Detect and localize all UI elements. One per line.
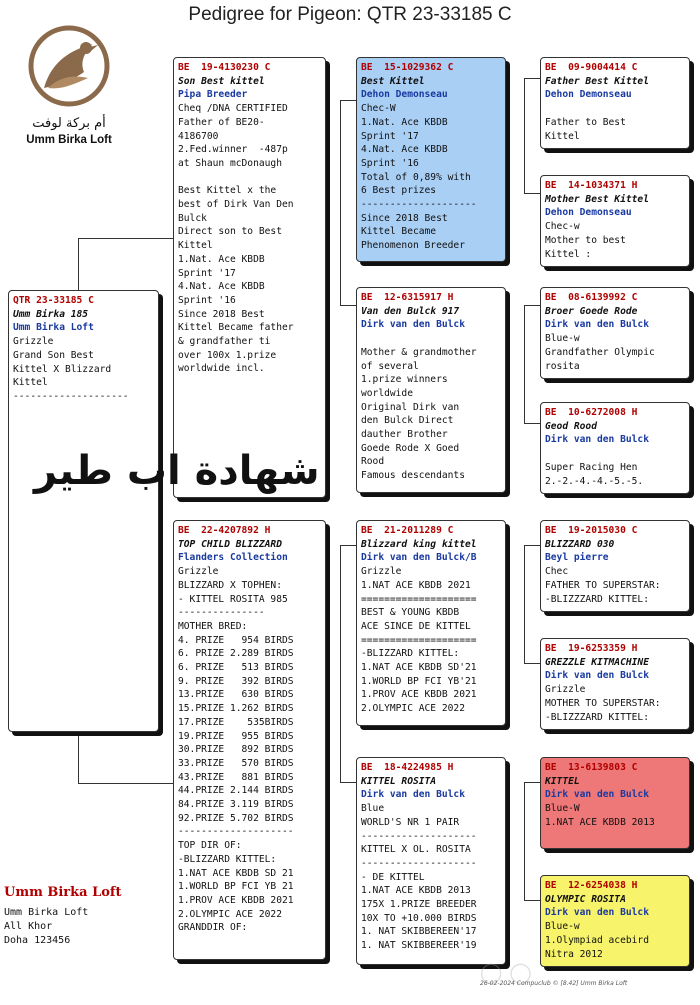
info-line: FATHER TO SUPERSTAR:	[545, 579, 661, 591]
info-line: 1.NAT ACE KBDB 2013	[361, 885, 471, 897]
breeder-name: Flanders Collection	[178, 552, 288, 564]
info-line: Phenomenon Breeder	[361, 240, 465, 252]
pigeon-name: Geod Rood	[545, 420, 597, 432]
info-line: Grizzle	[361, 566, 402, 578]
info-line: -BLIZZARD KITTEL:	[361, 648, 460, 660]
breeder-name: Umm Birka Loft	[13, 322, 94, 334]
info-line: 92.PRIZE 5.702 BIRDS	[178, 812, 294, 824]
info-line: 33.PRIZE 570 BIRDS	[178, 757, 294, 769]
pigeon-name: BLIZZARD 030	[545, 538, 615, 550]
info-line: 6. PRIZE 2.289 BIRDS	[178, 648, 294, 660]
info-line: Famous descendants	[361, 470, 465, 482]
info-line: 1.PROV ACE KBDB 2021	[361, 689, 477, 701]
info-line: 15.PRIZE 1.262 BIRDS	[178, 703, 294, 715]
info-line: rosita	[545, 360, 580, 372]
breeder-name: Dirk van den Bulck	[545, 907, 649, 919]
breeder-name: Dirk van den Bulck	[545, 319, 649, 331]
info-line: 1.prize winners	[361, 374, 448, 386]
pigeon-name: Broer Goede Rode	[545, 305, 638, 317]
info-line: Kittel X Blizzard	[13, 363, 112, 375]
ring-number: BE 14-1034371 H	[545, 180, 638, 191]
breeder-name: Dirk van den Bulck	[545, 670, 649, 682]
info-line: Direct son to Best	[178, 226, 282, 238]
ssd-card	[540, 175, 690, 267]
info-line: Bulck	[178, 212, 207, 224]
breeder-name: Dirk van den Bulck	[545, 789, 649, 801]
ring-number: QTR 23-33185 C	[13, 295, 94, 306]
info-line: Blue-w	[545, 921, 580, 933]
info-line: 2.OLYMPIC ACE 2022	[361, 703, 465, 715]
info-line: Since 2018 Best	[178, 308, 265, 320]
ring-number: BE 18-4224985 H	[361, 762, 454, 773]
info-line: worldwide	[361, 387, 413, 399]
dsd-card	[540, 638, 690, 730]
info-line: 1. NAT SKIBBEREEN'17	[361, 926, 477, 938]
info-line: 2.-2.-4.-4.-5.-5.	[545, 475, 644, 487]
info-line: WORLD'S NR 1 PAIR	[361, 816, 460, 828]
logo-english-text: Umm Birka Loft	[26, 134, 112, 146]
info-line: ---------------	[178, 607, 265, 619]
info-line: Kittel Became	[361, 226, 437, 238]
dds-card	[540, 757, 690, 849]
ring-number: BE 10-6272008 H	[545, 407, 638, 418]
pigeon-name: OLYMPIC ROSITA	[545, 893, 626, 905]
dam-card	[173, 520, 326, 960]
owner-line: Umm Birka Loft	[4, 907, 89, 918]
info-line: Rood	[361, 456, 385, 468]
info-line: 1.NAT ACE KBDB 2013	[545, 816, 655, 828]
info-line: 1.NAT ACE KBDB SD'21	[361, 662, 477, 674]
sire-sire-card	[356, 57, 506, 262]
info-line: Blue-w	[545, 333, 580, 345]
info-line: GRANDDIR OF:	[178, 922, 248, 934]
info-line: over 100x 1.prize	[178, 349, 277, 361]
loft-logo	[14, 20, 124, 150]
info-line: --------------------	[361, 857, 477, 869]
pigeon-name: TOP CHILD BLIZZARD	[178, 538, 282, 550]
info-line: MOTHER BRED:	[178, 620, 248, 632]
page-title: Pedigree for Pigeon: QTR 23-33185 C	[188, 4, 512, 25]
sds-card	[540, 287, 690, 379]
info-line: Sprint '17	[178, 267, 236, 279]
breeder-name: Dehon Demonseau	[361, 89, 448, 101]
blank-line	[361, 332, 501, 346]
blank-line	[545, 447, 685, 461]
owner-block	[4, 886, 122, 948]
info-line: --------------------	[361, 830, 477, 842]
info-line: Chec-W	[361, 103, 396, 115]
info-line: TOP DIR OF:	[178, 840, 242, 852]
pigeon-name: Blizzard king kittel	[361, 538, 477, 550]
dam-sire-card	[356, 520, 506, 726]
info-line: ====================	[361, 593, 477, 605]
breeder-name: Beyl pierre	[545, 552, 609, 564]
info-line: 4.Nat. Ace KBDB	[178, 281, 265, 293]
info-line: 1. NAT SKIBBEREER'19	[361, 940, 477, 952]
info-line: Father of BE20-	[178, 116, 265, 128]
dss-card	[540, 520, 690, 612]
info-line: Chec-w	[545, 221, 580, 233]
info-line: ====================	[361, 634, 477, 646]
ring-number: BE 19-4130230 C	[178, 62, 271, 73]
info-line: dauther Brother	[361, 429, 448, 441]
info-line: Sprint '16	[361, 157, 419, 169]
info-line: - KITTEL ROSITA 985	[178, 593, 288, 605]
info-line: 84.PRIZE 3.119 BIRDS	[178, 799, 294, 811]
info-line: Original Dirk van	[361, 401, 460, 413]
info-line: worldwide incl.	[178, 363, 265, 375]
pigeon-name: KITTEL ROSITA	[361, 775, 437, 787]
info-line: 1.Nat. Ace KBDB	[178, 253, 265, 265]
info-line: -BLIZZARD KITTEL:	[178, 853, 277, 865]
info-line: 4186700	[178, 130, 219, 142]
info-line: 17.PRIZE 535BIRDS	[178, 716, 294, 728]
info-line: Kittel :	[545, 248, 592, 260]
breeder-name: Dirk van den Bulck/B	[361, 552, 477, 564]
ring-number: BE 19-2015030 C	[545, 525, 638, 536]
info-line: 175X 1.PRIZE BREEDER	[361, 899, 477, 911]
info-line: Cheq /DNA CERTIFIED	[178, 103, 288, 115]
sire-card	[173, 57, 326, 498]
info-line: at Shaun mcDonaugh	[178, 157, 282, 169]
arabic-certificate-caption: شهادة اب طير	[34, 448, 320, 494]
info-line: Total of 0,89% with	[361, 171, 471, 183]
info-line: Nitra 2012	[545, 948, 603, 960]
info-line: Grizzle	[178, 566, 219, 578]
info-line: 1.WORLD BP FCI YB 21	[178, 881, 294, 893]
info-line: - DE KITTEL	[361, 871, 425, 883]
owner-name: Umm Birka Loft	[4, 885, 122, 900]
info-line: Mother to best	[545, 234, 626, 246]
ring-number: BE 22-4207892 H	[178, 525, 271, 536]
breeder-name: Dirk van den Bulck	[361, 319, 465, 331]
pigeon-logo-icon	[14, 20, 124, 116]
info-line: 1.Olympiad acebird	[545, 934, 649, 946]
info-line: 44.PRIZE 2.144 BIRDS	[178, 785, 294, 797]
info-line: Sprint '17	[361, 130, 419, 142]
footer-credit: 26-02-2024 Compuclub © [8.42] Umm Birka Loft	[480, 980, 628, 987]
ring-number: BE 19-6253359 H	[545, 643, 638, 654]
info-line: BEST & YOUNG KBDB	[361, 607, 460, 619]
pigeon-name: Best Kittel	[361, 75, 425, 87]
haraj-stamp-icon: ◯ ◯	[480, 960, 532, 984]
info-line: 1.NAT ACE KBDB SD 21	[178, 867, 294, 879]
info-line: Best Kittel x the	[178, 185, 277, 197]
ring-number: BE 12-6315917 H	[361, 292, 454, 303]
sire-dam-card	[356, 287, 506, 493]
info-line: Kittel	[545, 130, 580, 142]
info-line: --------------------	[178, 826, 294, 838]
info-line: Since 2018 Best	[361, 212, 448, 224]
info-line: best of Dirk Van Den	[178, 199, 294, 211]
info-line: Sprint '16	[178, 294, 236, 306]
info-line: Grizzle	[13, 336, 54, 348]
pigeon-name: Mother Best Kittel	[545, 193, 649, 205]
info-line: KITTEL X OL. ROSITA	[361, 844, 471, 856]
blank-line	[545, 102, 685, 116]
ring-number: BE 09-9004414 C	[545, 62, 638, 73]
sss-card	[540, 57, 690, 149]
info-line: -BLIZZZARD KITTEL:	[545, 711, 649, 723]
info-line: 4. PRIZE 954 BIRDS	[178, 634, 294, 646]
info-line: den Bulck Direct	[361, 415, 454, 427]
breeder-name: Dirk van den Bulck	[361, 789, 465, 801]
info-line: --------------------	[13, 390, 129, 402]
info-line: MOTHER TO SUPERSTAR:	[545, 697, 661, 709]
info-line: Mother & grandmother	[361, 346, 477, 358]
ring-number: BE 13-6139803 C	[545, 762, 638, 773]
info-line: 1.PROV ACE KBDB 2021	[178, 894, 294, 906]
info-line: 10X TO +10.000 BIRDS	[361, 912, 477, 924]
ring-number: BE 08-6139992 C	[545, 292, 638, 303]
owner-line: Doha 123456	[4, 935, 71, 946]
info-line: 13.PRIZE 630 BIRDS	[178, 689, 294, 701]
pigeon-name: Umm Birka 185	[13, 308, 89, 320]
info-line: Grandfather Olympic	[545, 346, 655, 358]
info-line: 4.Nat. Ace KBDB	[361, 144, 448, 156]
breeder-name: Dehon Demonseau	[545, 89, 632, 101]
breeder-name: Dehon Demonseau	[545, 207, 632, 219]
info-line: 1.NAT ACE KBDB 2021	[361, 579, 471, 591]
info-line: 19.PRIZE 955 BIRDS	[178, 730, 294, 742]
ddd-card	[540, 875, 690, 967]
dam-dam-card	[356, 757, 506, 965]
info-line: Grand Son Best	[13, 349, 94, 361]
subject-pigeon-card	[8, 290, 159, 732]
info-line: -BLIZZZARD KITTEL:	[545, 593, 649, 605]
info-line: Father to Best	[545, 116, 626, 128]
sdd-card	[540, 402, 690, 494]
ring-number: BE 21-2011289 C	[361, 525, 454, 536]
info-line: Super Racing Hen	[545, 461, 638, 473]
info-line: of several	[361, 360, 419, 372]
ring-number: BE 15-1029362 C	[361, 62, 454, 73]
info-line: Kittel	[178, 240, 213, 252]
info-line: Blue-W	[545, 803, 580, 815]
info-line: Blue	[361, 803, 385, 815]
pigeon-name: Father Best Kittel	[545, 75, 649, 87]
pigeon-name: Van den Bulck 917	[361, 305, 460, 317]
blank-line	[178, 171, 321, 185]
info-line: Goede Rode X Goed	[361, 442, 460, 454]
info-line: Kittel	[13, 377, 48, 389]
info-line: 6. PRIZE 513 BIRDS	[178, 662, 294, 674]
info-line: ACE SINCE DE KITTEL	[361, 620, 471, 632]
breeder-name: Dirk van den Bulck	[545, 434, 649, 446]
info-line: & grandfather ti	[178, 336, 271, 348]
info-line: 2.Fed.winner -487p	[178, 144, 288, 156]
info-line: 9. PRIZE 392 BIRDS	[178, 675, 294, 687]
info-line: BLIZZARD X TOPHEN:	[178, 579, 282, 591]
ring-number: BE 12-6254038 H	[545, 880, 638, 891]
info-line: --------------------	[361, 199, 477, 211]
info-line: 43.PRIZE 881 BIRDS	[178, 771, 294, 783]
info-line: 1.Nat. Ace KBDB	[361, 116, 448, 128]
owner-line: All Khor	[4, 921, 53, 932]
info-line: 6 Best prizes	[361, 185, 437, 197]
breeder-name: Pipa Breeder	[178, 89, 248, 101]
info-line: Grizzle	[545, 684, 586, 696]
info-line: Chec	[545, 566, 569, 578]
info-line: 2.OLYMPIC ACE 2022	[178, 908, 282, 920]
pigeon-name: KITTEL	[545, 775, 580, 787]
info-line: Kittel Became father	[178, 322, 294, 334]
logo-arabic-text: أم بركة لوفت	[32, 116, 106, 131]
info-line: 1.WORLD BP FCI YB'21	[361, 675, 477, 687]
pigeon-name: Son Best kittel	[178, 75, 265, 87]
info-line: 30.PRIZE 892 BIRDS	[178, 744, 294, 756]
pigeon-name: GREZZLE KITMACHINE	[545, 656, 649, 668]
